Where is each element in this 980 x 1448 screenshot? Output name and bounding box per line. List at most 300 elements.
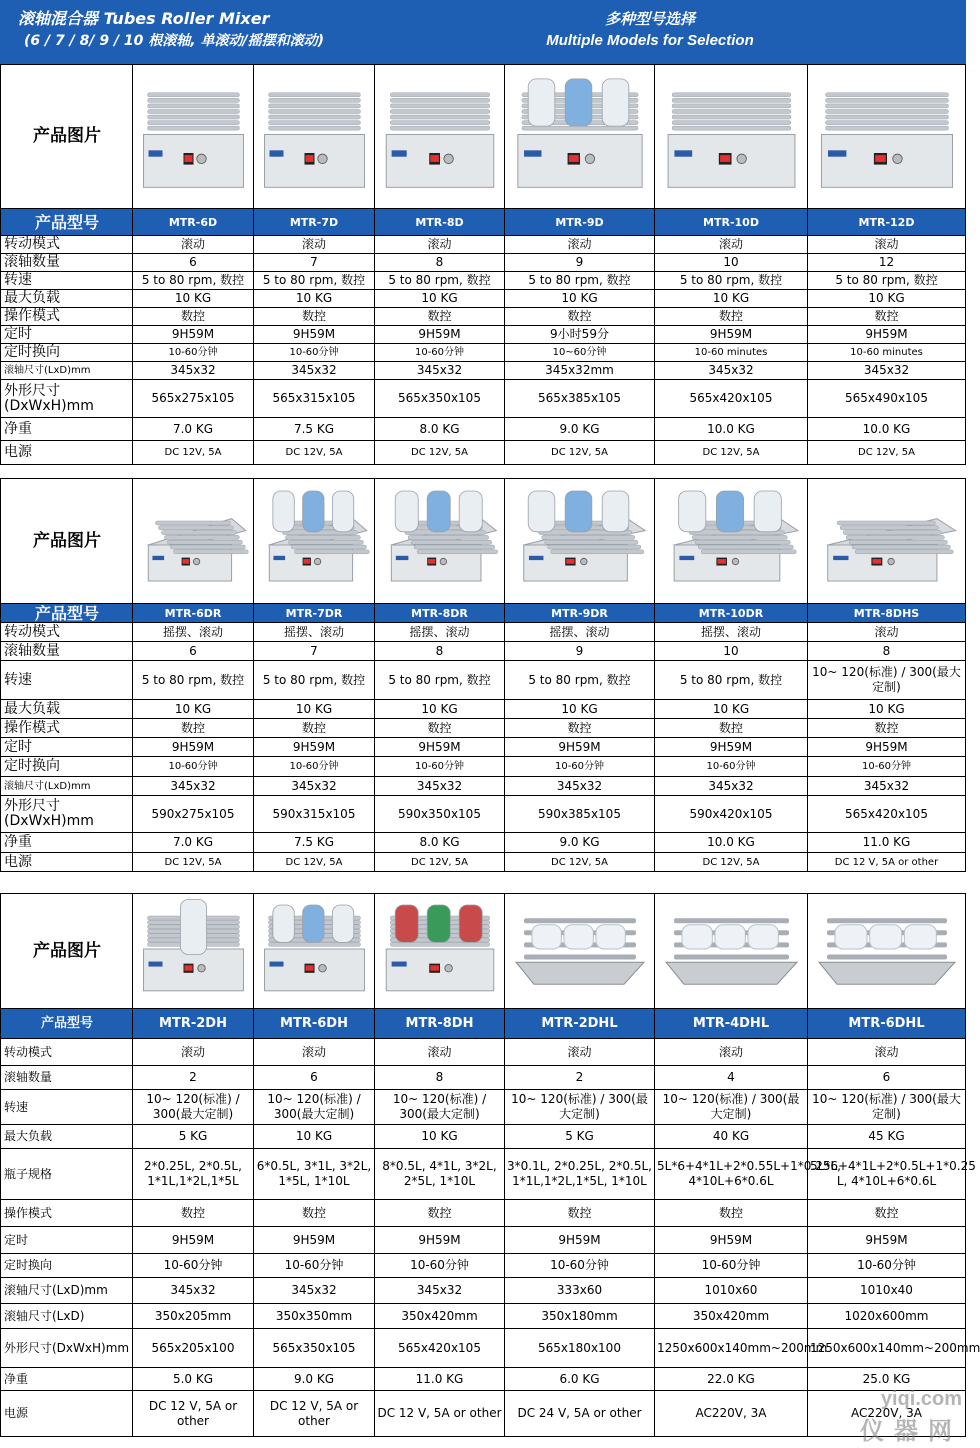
spec-value: 数控 — [133, 1200, 254, 1227]
model-row — [1, 604, 966, 623]
spec-value: 345x32 — [808, 777, 966, 796]
product-image-cell — [133, 479, 254, 604]
spec-table-section-3 — [0, 893, 980, 1437]
spec-value: DC 12V, 5A — [375, 441, 505, 465]
spec-value: 滚动 — [254, 1039, 375, 1066]
spec-value: 9H59M — [133, 326, 254, 344]
spec-value: 10-60 minutes — [808, 344, 966, 362]
spec-value: 5L*6+4*1L+2*0.5L+1*0.25 L, 4*10L+6*0.6L — [808, 1149, 966, 1200]
spec-value: 数控 — [808, 1200, 966, 1227]
spec-value: 345x32mm — [505, 362, 655, 380]
spec-value: 5.0 KG — [133, 1368, 254, 1391]
spec-label: 外形尺寸(DxWxH)mm — [1, 1329, 133, 1368]
mixer-device-drawing — [386, 93, 494, 188]
spec-table-section-2 — [0, 478, 966, 872]
picture-row — [1, 894, 966, 1009]
product-image — [809, 65, 965, 204]
spec-label: 转动模式 — [1, 623, 133, 642]
product-image-cell — [655, 65, 808, 209]
spec-value: 5 to 80 rpm, 数控 — [254, 272, 375, 290]
spec-label: 净重 — [1, 418, 133, 441]
spec-value: 10-60分钟 — [375, 1254, 505, 1278]
spec-value: 25.0 KG — [808, 1368, 966, 1391]
spec-value: 数控 — [655, 719, 808, 738]
spec-value: 2*0.25L, 2*0.5L, 1*1L,1*2L,1*5L — [133, 1149, 254, 1200]
spec-value: 8*0.5L, 4*1L, 3*2L, 2*5L, 1*10L — [375, 1149, 505, 1200]
spec-row — [1, 1278, 966, 1304]
spec-value: 9H59M — [254, 326, 375, 344]
spec-value: 345x32 — [375, 777, 505, 796]
spec-value: 数控 — [133, 308, 254, 326]
spec-label: 净重 — [1, 833, 133, 853]
spec-row — [1, 1066, 966, 1090]
watermark-text: 仪器网 — [860, 1417, 962, 1445]
spec-label: 转速 — [1, 661, 133, 700]
spec-value: 10-60分钟 — [808, 757, 966, 777]
spec-value: 10.0 KG — [655, 833, 808, 853]
spec-row — [1, 1149, 966, 1200]
spec-row — [1, 290, 966, 308]
picture-row — [1, 65, 966, 209]
mixer-device-drawing — [386, 905, 494, 991]
spec-row — [1, 642, 966, 661]
spec-value: 1010x60 — [655, 1278, 808, 1304]
spec-value: 345x32 — [505, 777, 655, 796]
watermark — [860, 1388, 962, 1446]
spec-value: 9.0 KG — [254, 1368, 375, 1391]
product-image-cell — [505, 479, 655, 604]
model-name: MTR-6DH — [254, 1009, 375, 1039]
model-name: MTR-6DHL — [808, 1009, 966, 1039]
spec-value: 345x32 — [375, 1278, 505, 1304]
spec-row — [1, 1200, 966, 1227]
spec-row — [1, 1254, 966, 1278]
spec-label: 滚轴尺寸(LxD) — [1, 1304, 133, 1329]
spec-row — [1, 623, 966, 642]
spec-value: 9 — [505, 642, 655, 661]
product-image — [255, 479, 374, 599]
mixer-device-drawing — [148, 519, 248, 581]
spec-value: 11.0 KG — [808, 833, 966, 853]
spec-label: 最大负载 — [1, 700, 133, 719]
spec-value: 10~ 120(标准) / 300(最大定制) — [808, 1090, 966, 1125]
model-row — [1, 1009, 966, 1039]
spec-value: 10-60分钟 — [254, 757, 375, 777]
spec-value: DC 12V, 5A — [133, 853, 254, 872]
spec-value: AC220V, 3A — [655, 1391, 808, 1437]
spec-value: 10~ 120(标准) / 300(最大定制) — [655, 1090, 808, 1125]
spec-value: 9H59M — [375, 1227, 505, 1254]
spec-label: 转速 — [1, 272, 133, 290]
spec-table-section-1 — [0, 64, 966, 465]
spec-value: 数控 — [133, 719, 254, 738]
spec-value: 10 KG — [254, 1125, 375, 1149]
spec-value: DC 12V, 5A — [505, 441, 655, 465]
spec-value: 345x32 — [808, 362, 966, 380]
spec-label: 最大负载 — [1, 1125, 133, 1149]
spec-value: DC 24 V, 5A or other — [505, 1391, 655, 1437]
mixer-device-drawing — [264, 93, 364, 188]
spec-value: 10~ 120(标准) / 300(最大定制) — [133, 1090, 254, 1125]
spec-value: DC 12 V, 5A or other — [133, 1391, 254, 1437]
product-image-cell — [133, 894, 254, 1009]
spec-row — [1, 661, 966, 700]
spec-value: 10-60 minutes — [655, 344, 808, 362]
spec-value: 10-60分钟 — [808, 1254, 966, 1278]
mixer-device-drawing — [819, 918, 955, 984]
header-subtitle: (6 / 7 / 8/ 9 / 10 根滚轴, 单滚动/摇摆和滚动) — [24, 33, 324, 49]
spec-value: 滚动 — [808, 236, 966, 254]
mixer-device-drawing — [391, 491, 497, 581]
spec-value: 345x32 — [254, 362, 375, 380]
model-name: MTR-7D — [254, 209, 375, 236]
spec-value: DC 12V, 5A — [133, 441, 254, 465]
spec-value: 10~ 120(标准) / 300(最大定制) — [505, 1090, 655, 1125]
spec-value: 10.0 KG — [655, 418, 808, 441]
spec-value: DC 12 V, 5A or other — [375, 1391, 505, 1437]
model-name: MTR-8DH — [375, 1009, 505, 1039]
spec-value: 10~60分钟 — [505, 344, 655, 362]
mixer-device-drawing — [269, 491, 369, 581]
page-header — [0, 0, 966, 64]
spec-value: DC 12 V, 5A or other — [808, 853, 966, 872]
spec-value: 9.0 KG — [505, 833, 655, 853]
spec-value: 数控 — [375, 308, 505, 326]
spec-label: 定时换向 — [1, 757, 133, 777]
spec-value: 7.5 KG — [254, 833, 375, 853]
spec-row — [1, 757, 966, 777]
spec-value: 1010x40 — [808, 1278, 966, 1304]
spec-value: 9H59M — [655, 326, 808, 344]
spec-value: 9.0 KG — [505, 418, 655, 441]
spec-value: 数控 — [375, 719, 505, 738]
spec-value: 10.0 KG — [808, 418, 966, 441]
spec-value: 10~ 120(标准) / 300(最大定制) — [375, 1090, 505, 1125]
product-image — [656, 65, 807, 204]
spec-value: 10-60分钟 — [254, 1254, 375, 1278]
spec-value: 10-60分钟 — [505, 757, 655, 777]
spec-value: 333x60 — [505, 1278, 655, 1304]
product-image-cell — [375, 65, 505, 209]
spec-value: 5 to 80 rpm, 数控 — [655, 661, 808, 700]
spec-value: 565x315x105 — [254, 380, 375, 418]
spec-value: 10 KG — [133, 700, 254, 719]
spec-value: 9H59M — [254, 738, 375, 757]
spec-value: 9H59M — [133, 1227, 254, 1254]
spec-value: 摇摆、滚动 — [133, 623, 254, 642]
mixer-device-drawing — [264, 905, 364, 991]
mixer-device-drawing — [523, 491, 644, 581]
spec-value: 350x420mm — [655, 1304, 808, 1329]
model-name: MTR-8DHS — [808, 604, 966, 623]
spec-value: 滚动 — [133, 236, 254, 254]
spec-value: 10-60分钟 — [133, 344, 254, 362]
product-image-cell — [375, 894, 505, 1009]
model-row-label: 产品型号 — [1, 604, 133, 623]
spec-row — [1, 1368, 966, 1391]
spec-value: 摇摆、滚动 — [254, 623, 375, 642]
spec-value: 4 — [655, 1066, 808, 1090]
spec-value: 6 — [133, 642, 254, 661]
spec-value: 5 to 80 rpm, 数控 — [505, 661, 655, 700]
spec-value: 565x385x105 — [505, 380, 655, 418]
model-row-label: 产品型号 — [1, 1009, 133, 1039]
spec-row — [1, 441, 966, 465]
spec-value: 345x32 — [655, 362, 808, 380]
spec-label: 最大负载 — [1, 290, 133, 308]
spec-value: 565x420x105 — [808, 796, 966, 833]
spec-value: DC 12V, 5A — [505, 853, 655, 872]
model-row-label: 产品型号 — [1, 209, 133, 236]
picture-row — [1, 479, 966, 604]
header-title-block — [18, 8, 324, 52]
spec-value: 滚动 — [375, 236, 505, 254]
spec-value: 10 KG — [375, 700, 505, 719]
spec-value: 8 — [808, 642, 966, 661]
model-name: MTR-10D — [655, 209, 808, 236]
spec-row — [1, 700, 966, 719]
spec-value: 590x420x105 — [655, 796, 808, 833]
spec-value: 5 to 80 rpm, 数控 — [375, 661, 505, 700]
spec-value: 7.0 KG — [133, 418, 254, 441]
spec-value: 9H59M — [375, 326, 505, 344]
spec-value: 11.0 KG — [375, 1368, 505, 1391]
spec-value: 10 — [655, 642, 808, 661]
spec-value: DC 12V, 5A — [655, 853, 808, 872]
spec-value: DC 12V, 5A — [375, 853, 505, 872]
spec-label: 转速 — [1, 1090, 133, 1125]
product-image — [134, 894, 253, 1004]
spec-value: 滚动 — [808, 623, 966, 642]
spec-value: 数控 — [505, 719, 655, 738]
spec-value: 滚动 — [505, 1039, 655, 1066]
spec-value: 565x275x105 — [133, 380, 254, 418]
header-right-subtitle: Multiple Models for Selection — [546, 32, 754, 49]
spec-value: 数控 — [375, 1200, 505, 1227]
product-image — [255, 65, 374, 204]
model-name: MTR-2DHL — [505, 1009, 655, 1039]
model-name: MTR-9DR — [505, 604, 655, 623]
spec-value: 10-60分钟 — [375, 757, 505, 777]
product-image — [809, 479, 965, 599]
spec-row — [1, 326, 966, 344]
spec-value: 9H59M — [655, 1227, 808, 1254]
spec-value: 6 — [133, 254, 254, 272]
spec-value: 8 — [375, 642, 505, 661]
spec-value: 1020x600mm — [808, 1304, 966, 1329]
mixer-device-drawing — [143, 93, 243, 188]
product-image — [134, 65, 253, 204]
spec-row — [1, 1090, 966, 1125]
spec-value: 5 to 80 rpm, 数控 — [655, 272, 808, 290]
spec-value: 590x315x105 — [254, 796, 375, 833]
spec-value: 滚动 — [808, 1039, 966, 1066]
mixer-device-drawing — [517, 79, 641, 187]
spec-value: 9小时59分 — [505, 326, 655, 344]
spec-row — [1, 833, 966, 853]
spec-value: 7.0 KG — [133, 833, 254, 853]
model-name: MTR-6D — [133, 209, 254, 236]
spec-row — [1, 362, 966, 380]
spec-value: 345x32 — [375, 362, 505, 380]
spec-value: 350x180mm — [505, 1304, 655, 1329]
spec-label: 定时换向 — [1, 344, 133, 362]
spec-value: 12 — [808, 254, 966, 272]
spec-value: 2 — [505, 1066, 655, 1090]
product-image — [376, 894, 504, 1004]
spec-value: 565x420x105 — [655, 380, 808, 418]
product-image-cell — [655, 894, 808, 1009]
product-image-cell — [375, 479, 505, 604]
spec-value: 滚动 — [655, 236, 808, 254]
mixer-device-drawing — [674, 491, 798, 581]
spec-value: 10 KG — [375, 1125, 505, 1149]
spec-value: 590x350x105 — [375, 796, 505, 833]
spec-label: 外形尺寸(DxWxH)mm — [1, 380, 133, 418]
spec-value: DC 12 V, 5A or other — [254, 1391, 375, 1437]
spec-value: 摇摆、滚动 — [655, 623, 808, 642]
spec-value: 565x180x100 — [505, 1329, 655, 1368]
spec-value: DC 12V, 5A — [808, 441, 966, 465]
spec-label: 电源 — [1, 853, 133, 872]
spec-value: 40 KG — [655, 1125, 808, 1149]
product-image — [134, 479, 253, 599]
spec-value: 10 KG — [655, 700, 808, 719]
product-image-cell — [133, 65, 254, 209]
model-name: MTR-2DH — [133, 1009, 254, 1039]
spec-value: DC 12V, 5A — [655, 441, 808, 465]
product-image — [506, 479, 654, 599]
spec-value: 10 KG — [133, 290, 254, 308]
product-image — [809, 894, 965, 1004]
product-image — [656, 479, 807, 599]
spec-row — [1, 254, 966, 272]
watermark-url: yiqi.com — [880, 1388, 962, 1410]
spec-value: 10 KG — [808, 700, 966, 719]
spec-row — [1, 308, 966, 326]
spec-value: 10~ 120(标准) / 300(最大定制) — [808, 661, 966, 700]
model-name: MTR-12D — [808, 209, 966, 236]
picture-row-label: 产品图片 — [1, 894, 133, 1009]
spec-row — [1, 796, 966, 833]
spec-value: 滚动 — [375, 1039, 505, 1066]
spec-value: 滚动 — [655, 1039, 808, 1066]
model-name: MTR-8DR — [375, 604, 505, 623]
spec-value: 2 — [133, 1066, 254, 1090]
spec-value: 350x205mm — [133, 1304, 254, 1329]
spec-value: 5 to 80 rpm, 数控 — [133, 272, 254, 290]
product-image-cell — [254, 894, 375, 1009]
spec-value: 滚动 — [505, 236, 655, 254]
spec-row — [1, 1391, 966, 1437]
spec-label: 电源 — [1, 1391, 133, 1437]
spec-row — [1, 1125, 966, 1149]
spec-value: 565x420x105 — [375, 1329, 505, 1368]
spec-value: 8.0 KG — [375, 418, 505, 441]
spec-value: 9H59M — [375, 738, 505, 757]
spec-value: 10-60分钟 — [655, 1254, 808, 1278]
spec-label: 定时 — [1, 326, 133, 344]
spec-row — [1, 738, 966, 757]
spec-row — [1, 236, 966, 254]
spec-label: 操作模式 — [1, 719, 133, 738]
spec-row — [1, 344, 966, 362]
spec-label: 定时 — [1, 738, 133, 757]
spec-value: 345x32 — [133, 777, 254, 796]
spec-value: 10 KG — [505, 290, 655, 308]
spec-value: 345x32 — [254, 777, 375, 796]
spec-row — [1, 380, 966, 418]
spec-label: 操作模式 — [1, 1200, 133, 1227]
model-row — [1, 209, 966, 236]
product-image — [376, 65, 504, 204]
spec-value: 565x350x105 — [254, 1329, 375, 1368]
spec-value: 9H59M — [808, 326, 966, 344]
picture-row-label: 产品图片 — [1, 479, 133, 604]
spec-value: 数控 — [808, 719, 966, 738]
spec-row — [1, 418, 966, 441]
spec-label: 滚轴数量 — [1, 254, 133, 272]
spec-value: 10-60分钟 — [505, 1254, 655, 1278]
spec-label: 滚轴数量 — [1, 642, 133, 661]
spec-value: 10 KG — [808, 290, 966, 308]
model-name: MTR-8D — [375, 209, 505, 236]
spec-value: 数控 — [254, 308, 375, 326]
mixer-device-drawing — [668, 93, 795, 188]
header-right-title: 多种型号选择 — [604, 10, 695, 28]
product-image — [656, 894, 807, 1004]
spec-value: 345x32 — [655, 777, 808, 796]
mixer-device-drawing — [821, 93, 952, 188]
spec-value: 345x32 — [254, 1278, 375, 1304]
mixer-device-drawing — [516, 918, 644, 984]
product-image — [376, 479, 504, 599]
spec-label: 外形尺寸(DxWxH)mm — [1, 796, 133, 833]
spec-value: 6*0.5L, 3*1L, 3*2L, 1*5L, 1*10L — [254, 1149, 375, 1200]
header-right-block — [500, 8, 800, 52]
spec-value: 摇摆、滚动 — [505, 623, 655, 642]
spec-row — [1, 272, 966, 290]
spec-value: 9H59M — [133, 738, 254, 757]
spec-label: 滚轴尺寸(LxD)mm — [1, 777, 133, 796]
spec-value: 345x32 — [133, 362, 254, 380]
product-image-cell — [505, 894, 655, 1009]
spec-value: 22.0 KG — [655, 1368, 808, 1391]
spec-value: 10~ 120(标准) / 300(最大定制) — [254, 1090, 375, 1125]
spec-row — [1, 1227, 966, 1254]
spec-value: 10 KG — [254, 290, 375, 308]
spec-value: 滚动 — [133, 1039, 254, 1066]
spec-row — [1, 719, 966, 738]
spec-value: 7.5 KG — [254, 418, 375, 441]
spec-label: 定时 — [1, 1227, 133, 1254]
spec-value: 3*0.1L, 2*0.25L, 2*0.5L, 1*1L,1*2L,1*5L, 1*10L — [505, 1149, 655, 1200]
spec-value: 565x350x105 — [375, 380, 505, 418]
spec-value: 5 to 80 rpm, 数控 — [375, 272, 505, 290]
spec-value: 45 KG — [808, 1125, 966, 1149]
spec-value: 数控 — [254, 1200, 375, 1227]
product-image — [506, 894, 654, 1004]
spec-value: 数控 — [505, 308, 655, 326]
spec-label: 净重 — [1, 1368, 133, 1391]
spec-value: 5 to 80 rpm, 数控 — [505, 272, 655, 290]
spec-label: 电源 — [1, 441, 133, 465]
spec-value: 10 KG — [254, 700, 375, 719]
spec-value: 数控 — [655, 1200, 808, 1227]
model-name: MTR-9D — [505, 209, 655, 236]
spec-value: 6 — [254, 1066, 375, 1090]
spec-value: 10-60分钟 — [133, 757, 254, 777]
